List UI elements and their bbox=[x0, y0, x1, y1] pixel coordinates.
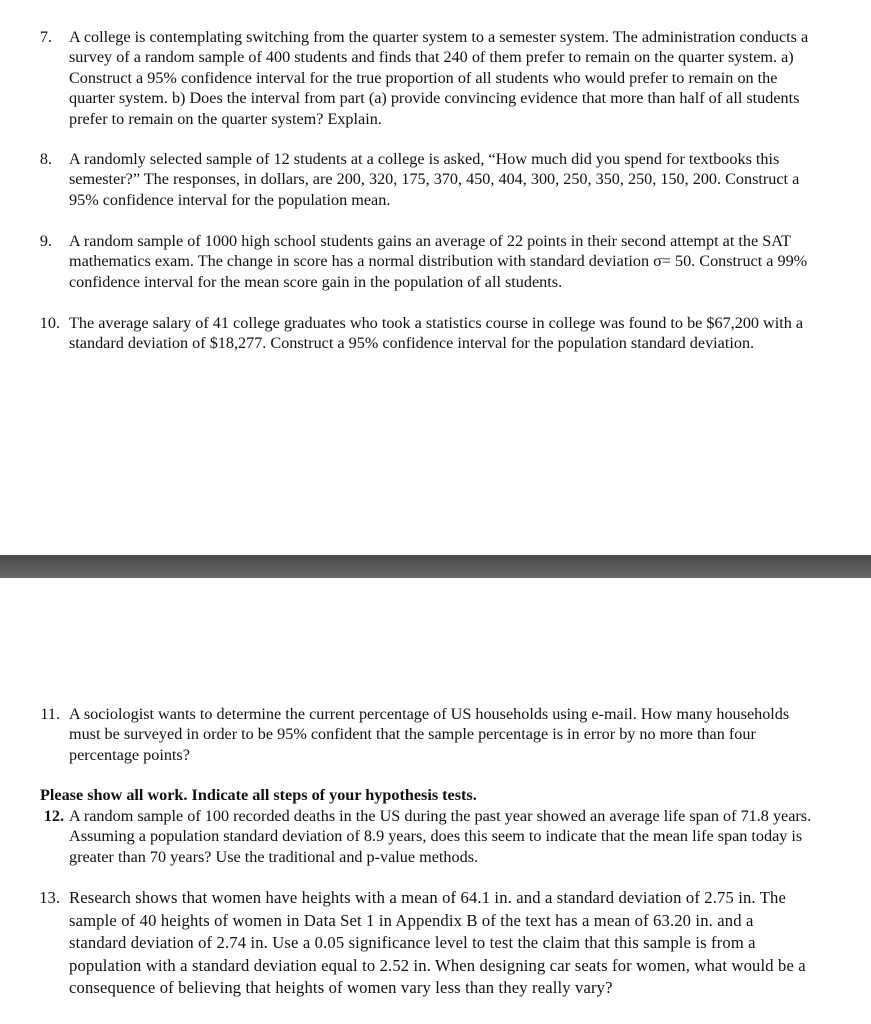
problem-number: 13. bbox=[39, 888, 60, 907]
problem-text: A randomly selected sample of 12 students at a college is asked, “How much did you spend for textbooks this semester?” The responses, in dollars, are 200, 320, 175, 370, 450, 404, 300, 250, 350, 250, 150, 200. Construct a 95% confidence interval for the population mean. bbox=[69, 150, 800, 209]
problem-number: 10. bbox=[39, 314, 60, 332]
problem-text: A random sample of 1000 high school students gains an average of 22 points in their second attempt at the SAT mathematics exam. The change in score has a normal distribution with standard deviation σ= 50. Construct a 99% confidence interval for the mean score gain in the population of all students. bbox=[69, 232, 808, 291]
instructions-heading: Please show all work. Indicate all steps of your hypothesis tests. bbox=[40, 786, 477, 804]
problem-number: 8. bbox=[39, 150, 52, 168]
problem-number: 9. bbox=[39, 232, 52, 250]
problem-text: A random sample of 100 recorded deaths in the US during the past year showed an average life span of 71.8 years. Assuming a population standard deviation of 8.9 years, does this seem to indicate that the mean life span today is greater than 70 years? Use the traditional and p-value methods. bbox=[69, 807, 812, 866]
problem-text: The average salary of 41 college graduates who took a statistics course in college was found to be $67,200 with a standard deviation of $18,277. Construct a 95% confidence interval for the population standard deviation. bbox=[69, 314, 804, 353]
problem-text: A college is contemplating switching from the quarter system to a semester system. The administration conducts a survey of a random sample of 400 students and finds that 240 of them prefer to remain on the quarter system. a) Construct a 95% confidence interval for the true proportion of all students who would prefer to remain on the quarter system. b) Does the interval from part (a) provide convincing evidence that more than half of all students prefer to remain on the quarter system? Explain. bbox=[69, 28, 809, 128]
problem-number: 12. bbox=[43, 807, 64, 825]
cropped-text-line bbox=[70, 0, 790, 2]
problem-number: 7. bbox=[39, 28, 52, 46]
problem-number: 11. bbox=[40, 705, 60, 723]
page-divider bbox=[0, 555, 871, 578]
problem-text: Research shows that women have heights with a mean of 64.1 in. and a standard deviation of 2.75 in. The sample of 40 heights of women in Data Set 1 in Appendix B of the text has a mean of 63.20 in. and a standard deviation of 2.74 in. Use a 0.05 significance level to test the claim that this sample is from a population with a standard deviation equal to 2.52 in. When designing car seats for women, what would be a consequence of believing that heights of women vary less than they really vary? bbox=[69, 888, 806, 998]
problem-text: A sociologist wants to determine the current percentage of US households using e-mail. How many households must be surveyed in order to be 95% confident that the sample percentage is in error by no more than four percentage points? bbox=[69, 705, 790, 764]
